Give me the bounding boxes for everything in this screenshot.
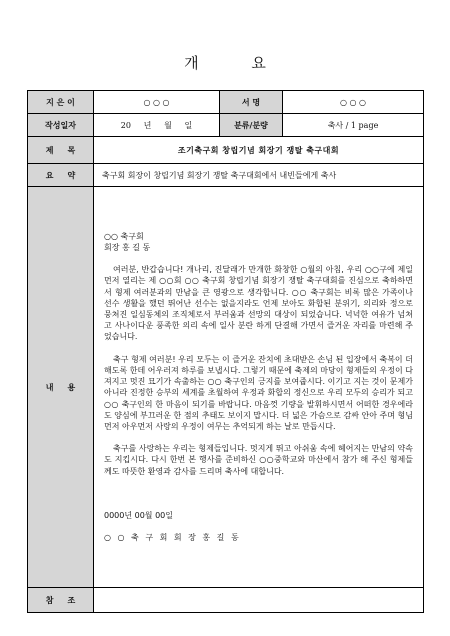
- author-label: 지 은 이: [28, 91, 94, 114]
- subject-value[interactable]: 조기축구회 창립기념 회장기 쟁탈 축구대회: [94, 137, 424, 164]
- author-row: [28, 91, 424, 114]
- outline-form-table: [27, 90, 424, 613]
- paragraph-3: 축구를 사랑하는 우리는 형제들입니다. 멋지게 뛰고 아쉬움 속에 헤어지는 만남의 약속도 지킵시다. 다시 한번 본 행사를 준비하신 ○○중학교와 마산에서 참가 해 주신 형제들께도 따뜻한 환영과 감사를 드리며 축사에 대합니다.: [104, 444, 413, 476]
- content-row: [28, 187, 424, 588]
- page-title: 개 요: [184, 54, 290, 72]
- summary-value[interactable]: 축구회 회장이 창립기념 회장기 쟁탈 축구대회에서 내빈들에게 축사: [94, 164, 424, 187]
- addressee-line1: ○○ 축구회: [104, 231, 144, 241]
- author-value[interactable]: ○ ○ ○: [94, 91, 220, 114]
- summary-label: 요 약: [28, 164, 94, 187]
- paragraph-1: 여러분, 반갑습니다! 개나리, 진달래가 만개한 화창한 ○월의 아침, 우리 ○○구에 제일 먼저 열리는 제 ○○회 ○○ 축구회 창립기념 회장기 쟁탈 축구대회를 진심으로 축하하면서 형제 여러분과의 만남을 큰 영광으로 생각합니다. ○○ 축구회는 비록 많은 가족이나 선수 생활을 했던 뛰어난 선수는 없을지라도 언제 보아도 화합된 분위기, 의리와 정으로 뭉쳐진 일심동체의 조직체로서 부러움과 선망의 대상이 되었습니다. 넉넉한 여유가 넘쳐고 사나이다운 풍족한 의리 속에 일사 분란 하게 단결해 가면서 즐거운 자리를 마련해 주었습니다.: [104, 265, 413, 342]
- remarks-value[interactable]: [94, 588, 424, 613]
- addressee-line2: 회장 홍 길 동: [104, 243, 151, 253]
- summary-row: [28, 164, 424, 187]
- signature-label: 서 명: [220, 91, 283, 114]
- content-label: 내 용: [28, 187, 94, 588]
- subject-row: [28, 137, 424, 164]
- remarks-label: 참 조: [28, 588, 94, 613]
- date-row: [28, 114, 424, 137]
- remarks-row: [28, 588, 424, 613]
- date-line: 0000년 00월 00일: [104, 510, 173, 520]
- category-value[interactable]: 축사 / 1 page: [283, 114, 424, 137]
- signature-line: ○ ○ 축 구 회 회 장 홍 길 동: [104, 532, 241, 542]
- category-label: 분류/분량: [220, 114, 283, 137]
- subject-label: 제 목: [28, 137, 94, 164]
- paragraph-2: 축구 형제 여러분! 우리 모두는 이 즐거운 잔치에 초대받은 손님 된 입장에서 축복이 더해도록 한데 어우러져 하루를 보냅시다. 그렇기 때문에 축제의 마당이 형제들의 우정이 다져지고 멋진 묘기가 속출하는 ○○ 축구인의 긍지를 보여줍시다. 이기고 지는 것이 문제가 아니라 진정한 승부의 세계를 초월하여 우정과 화합의 정신으로 우리 모두의 승리가 되고 ○○ 축구인의 한 마음이 되기를 바랍니다. 마음껏 기량을 발휘하시면서 어떠한 경우에라도 양심에 부끄러운 한 점의 추태도 보이지 맙시다. 더 넓은 가슴으로 감싸 안아 주며 형님먼저 아우먼저 사랑의 우정이 여무는 추억되게 하는 날로 만듭시다.: [104, 354, 413, 431]
- signature-value[interactable]: ○ ○ ○: [283, 91, 424, 114]
- date-label: 작성일자: [28, 114, 94, 137]
- date-value[interactable]: 20 년 월 일: [94, 114, 220, 137]
- content-body[interactable]: [94, 187, 424, 588]
